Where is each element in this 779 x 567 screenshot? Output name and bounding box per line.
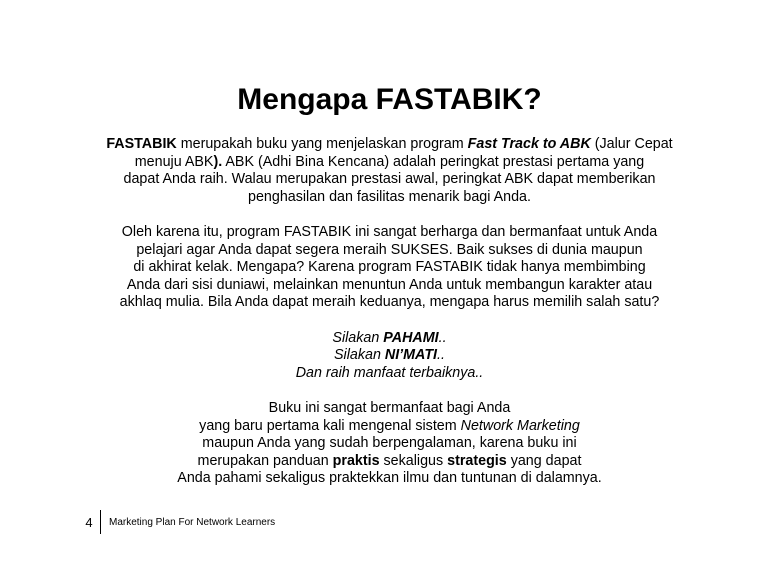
benefit-line-4c: sekaligus [379,452,448,469]
reason-line-1: Oleh karena itu, program FASTABIK ini sangat berharga dan bermanfaat untuk Anda [121,223,658,240]
invitation-nimati: NI’MATI [384,347,438,364]
page-title: Mengapa FASTABIK? [237,83,542,116]
benefit-line-4e: yang dapat [506,452,582,469]
paragraph-reason [60,224,719,312]
intro-text-4: ABK (Adhi Bina Kencana) adalah peringkat prestasi pertama yang [222,153,645,170]
intro-text-1: merupakah buku yang menjelaskan program [176,136,468,152]
reason-line-4: Anda dari sisi duniawi, melainkan menuntun Anda untuk membangun karakter atau [126,276,653,293]
benefit-network-marketing: Network Marketing [460,417,580,434]
invitation-line-2-prefix: Silakan [334,347,385,364]
paragraph-benefit [60,400,719,488]
intro-text-3: menuju ABK [134,153,214,170]
page-footer [82,510,275,534]
intro-punct: ). [213,153,223,170]
page-number: 4 [85,514,93,530]
book-title: Marketing Plan For Network Learners [109,516,276,528]
reason-line-5: akhlaq mulia. Bila Anda dapat meraih keduanya, mengapa harus memilih salah satu? [119,294,660,311]
reason-line-3: di akhirat kelak. Mengapa? Karena program FASTABIK tidak hanya membimbing [133,259,646,276]
benefit-praktis: praktis [332,452,380,469]
benefit-strategis: strategis [447,452,507,469]
invitation-line-1-suffix: .. [438,329,447,346]
benefit-line-4a: merupakan panduan [197,452,333,469]
program-name: Fast Track to ABK [467,136,591,152]
intro-text-5: dapat Anda raih. Walau merupakan prestasi awal, peringkat ABK dapat memberikan [123,171,656,188]
body-text [60,136,719,488]
invitation-line-2-suffix: .. [437,347,445,364]
footer-divider [100,510,101,534]
benefit-line-3: maupun Anda yang sudah berpengalaman, karena buku ini [202,435,577,452]
invitation-line-3: Dan raih manfaat terbaiknya.. [295,364,484,381]
brand-name: FASTABIK [106,136,177,152]
invitation-pahami: PAHAMI [383,329,439,346]
intro-text-6: penghasilan dan fasilitas menarik bagi Anda. [248,188,531,205]
invitation-line-1-prefix: Silakan [332,329,384,346]
benefit-line-5: Anda pahami sekaligus praktekkan ilmu dan tuntunan di dalamnya. [177,470,602,487]
paragraph-invitation [60,330,719,383]
benefit-line-1: Buku ini sangat bermanfaat bagi Anda [268,399,511,416]
intro-text-2: (Jalur Cepat [590,136,673,152]
benefit-line-2-prefix: yang baru pertama kali mengenal sistem [199,417,461,434]
paragraph-intro [60,136,719,206]
reason-line-2: pelajari agar Anda dapat segera meraih SUKSES. Baik sukses di dunia maupun [136,241,643,258]
